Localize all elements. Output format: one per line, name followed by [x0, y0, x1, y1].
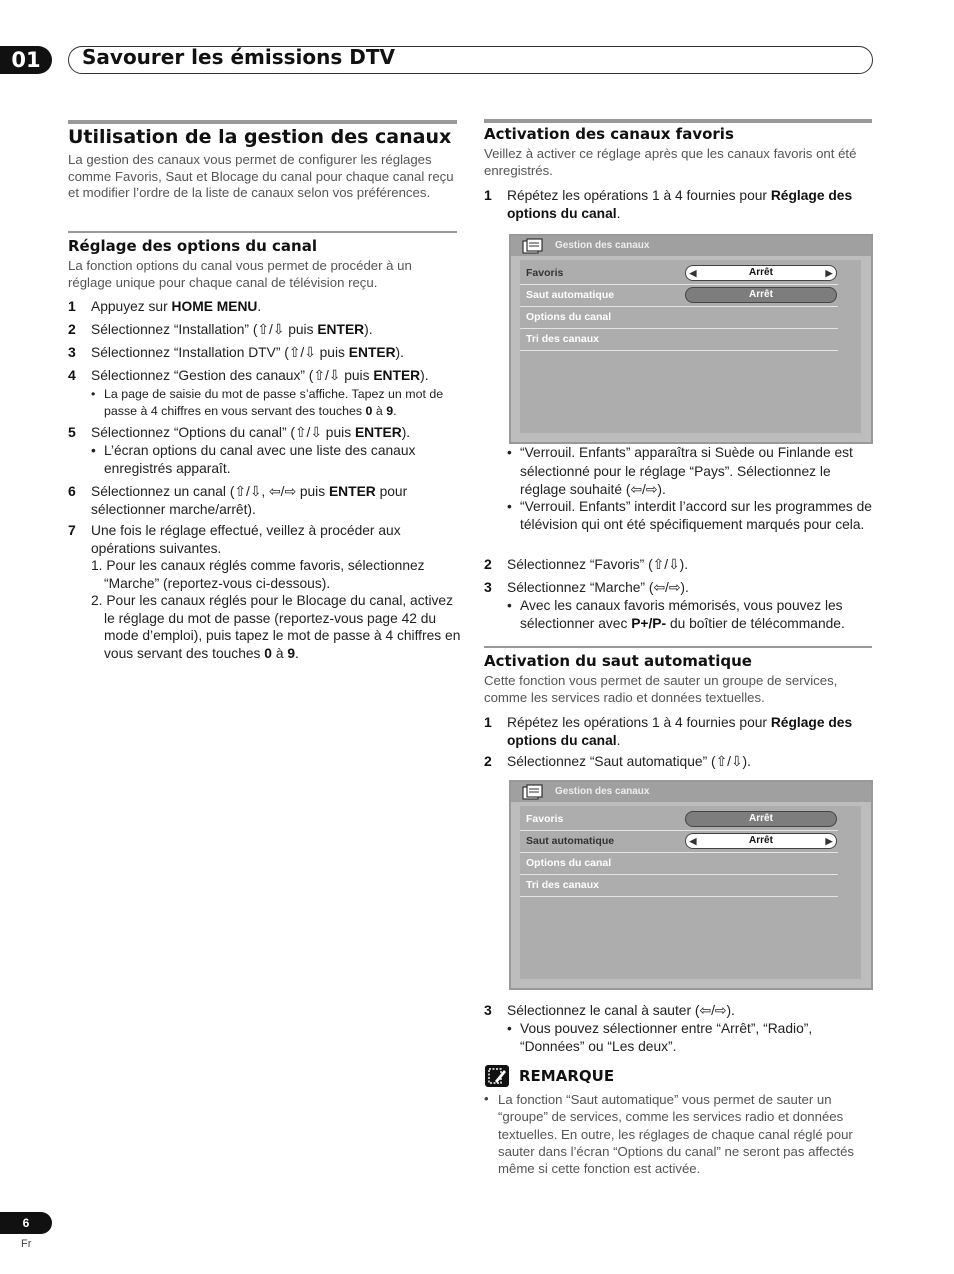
section-intro: La gestion des canaux vous permet de configurer les réglages comme Favoris, Saut et Blocage du canal pour chaque canal reçu et modifier l’ordre de la liste de canaux selon vos préférences. [68, 152, 454, 200]
screen-title: Gestion des canaux [555, 786, 650, 797]
step-number: 3 [484, 1002, 492, 1018]
value-display: Arrêt [685, 287, 837, 303]
value-display: Arrêt [685, 811, 837, 827]
bullet-dot: • [484, 1091, 489, 1106]
screen-body [520, 806, 861, 979]
step-number: 1 [484, 187, 492, 203]
note-icon [485, 1065, 509, 1087]
subsection-intro: Cette fonction vous permet de sauter un groupe de services, comme les services radio et données textuelles. [484, 673, 838, 705]
bullet-dot: • [507, 1021, 512, 1036]
arrow-left-icon[interactable]: ◀ [689, 268, 697, 278]
step-text: Sélectionnez “Installation” (⇧/⇩ puis ENTER). [91, 322, 373, 337]
subsection-intro: Veillez à activer ce réglage après que les canaux favoris ont été enregistrés. [484, 146, 857, 178]
step-number: 3 [484, 579, 492, 595]
menu-row-saut-automatique[interactable] [520, 831, 838, 853]
step-number: 3 [68, 344, 76, 360]
note-title: REMARQUE [519, 1067, 615, 1085]
step-text: Répétez les opérations 1 à 4 fournies pour Réglage des options du canal. [507, 188, 853, 221]
section-rule [68, 120, 457, 124]
menu-row-label: Favoris [526, 813, 564, 825]
menu-row-favoris[interactable] [520, 809, 838, 831]
step-text: Sélectionnez un canal (⇧/⇩, ⇦/⇨ puis ENTER pour sélectionner marche/arrêt). [91, 484, 408, 517]
bullet-text: “Verrouil. Enfants” apparaîtra si Suède ou Finlande est sélectionné pour le réglage “Pays”. Sélectionnez le réglage souhaité (⇦/⇨). [520, 445, 853, 497]
chapter-title: Savourer les émissions DTV [82, 45, 395, 69]
menu-row-saut-automatique[interactable] [520, 285, 838, 307]
menu-row-label: Tri des canaux [526, 879, 599, 891]
bullet-text: “Verrouil. Enfants” interdit l’accord sur les programmes de télévision qui ont été spécifiquement marqués pour cela. [520, 499, 872, 532]
subsection-rule [484, 646, 872, 648]
step-number: 2 [484, 556, 492, 572]
step-text: Une fois le réglage effectué, veillez à procéder aux opérations suivantes. [91, 523, 401, 556]
arrow-left-icon[interactable]: ◀ [689, 836, 697, 846]
menu-row-label: Tri des canaux [526, 333, 599, 345]
menu-row-label: Saut automatique [526, 289, 615, 301]
menu-row-tri-des-canaux[interactable] [520, 875, 838, 897]
step-number: 6 [68, 483, 76, 499]
document-icon [521, 784, 545, 802]
step-number: 2 [68, 321, 76, 337]
step-text: Sélectionnez “Gestion des canaux” (⇧/⇩ puis ENTER). [91, 368, 429, 383]
page-number: 6 [0, 1212, 52, 1234]
subsection-rule [68, 231, 457, 233]
step-number: 1 [484, 714, 492, 730]
bullet-text: Avec les canaux favoris mémorisés, vous pouvez les sélectionner avec P+/P- du boîtier de télécommande. [520, 598, 845, 631]
step-text: Sélectionnez “Options du canal” (⇧/⇩ puis ENTER). [91, 425, 411, 440]
section-title: Utilisation de la gestion des canaux [68, 126, 452, 148]
step-text: Sélectionnez “Saut automatique” (⇧/⇩). [507, 754, 751, 769]
bullet-dot: • [91, 443, 96, 458]
step-number: 1 [68, 298, 76, 314]
menu-row-options-du-canal[interactable] [520, 853, 838, 875]
step-number: 2 [484, 753, 492, 769]
step-text: Appuyez sur HOME MENU. [91, 299, 262, 314]
menu-row-label: Saut automatique [526, 835, 615, 847]
screen-title: Gestion des canaux [555, 240, 650, 251]
value-selector[interactable]: ◀ Arrêt ▶ [685, 833, 837, 849]
bullet-dot: • [507, 598, 512, 613]
value-selector[interactable]: ◀ Arrêt ▶ [685, 265, 837, 281]
step-sub-item: 1. Pour les canaux réglés comme favoris, sélectionnez “Marche” (reportez-vous ci-dessous). [91, 558, 425, 591]
step-sub-item: 2. Pour les canaux réglés pour le Blocage du canal, activez le réglage du mot de passe (reportez-vous page 42 du mode d’emploi), puis tapez le mot de passe à 4 chiffres en vous servant des touches 0 à 9. [91, 593, 461, 661]
channel-management-screen [509, 780, 873, 990]
menu-row-label: Favoris [526, 267, 564, 279]
step-text: Sélectionnez le canal à sauter (⇦/⇨). [507, 1003, 735, 1018]
language-code: Fr [21, 1238, 32, 1250]
channel-management-screen [509, 234, 873, 444]
menu-row-label: Options du canal [526, 311, 612, 323]
step-note: L’écran options du canal avec une liste des canaux enregistrés apparaît. [104, 443, 416, 476]
menu-row-options-du-canal[interactable] [520, 307, 838, 329]
step-text: Répétez les opérations 1 à 4 fournies pour Réglage des options du canal. [507, 715, 853, 748]
screen-body [520, 260, 861, 433]
arrow-right-icon[interactable]: ▶ [825, 836, 833, 846]
bullet-dot: • [507, 499, 512, 514]
step-number: 4 [68, 367, 76, 383]
step-text: Sélectionnez “Favoris” (⇧/⇩). [507, 557, 689, 572]
bullet-text: Vous pouvez sélectionner entre “Arrêt”, “Radio”, “Données” ou “Les deux”. [520, 1021, 813, 1054]
note-text: La fonction “Saut automatique” vous permet de sauter un “groupe” de services, comme les services radio et données textuelles. En outre, les réglages de chaque canal réglé pour sauter dans l’écran “Options du canal” ne seront pas affectés même si cette fonction est activée. [498, 1092, 855, 1177]
step-note: La page de saisie du mot de passe s’affiche. Tapez un mot de passe à 4 chiffres en vous servant des touches 0 à 9. [104, 387, 444, 418]
arrow-right-icon[interactable]: ▶ [825, 268, 833, 278]
subsection-rule [484, 119, 872, 123]
step-text: Sélectionnez “Marche” (⇦/⇨). [507, 580, 689, 595]
menu-row-label: Options du canal [526, 857, 612, 869]
step-number: 7 [68, 522, 76, 538]
subsection-intro: La fonction options du canal vous permet de procéder à un réglage unique pour chaque canal de télévision reçu. [68, 258, 412, 290]
chapter-number-badge: 01 [0, 46, 52, 74]
menu-row-tri-des-canaux[interactable] [520, 329, 838, 351]
subsection-title: Activation du saut automatique [484, 652, 752, 670]
step-number: 5 [68, 424, 76, 440]
subsection-title: Réglage des options du canal [68, 237, 318, 255]
bullet-dot: • [91, 387, 96, 401]
subsection-title: Activation des canaux favoris [484, 125, 734, 143]
bullet-dot: • [507, 445, 512, 460]
document-icon [521, 238, 545, 256]
step-text: Sélectionnez “Installation DTV” (⇧/⇩ puis ENTER). [91, 345, 404, 360]
menu-row-favoris[interactable] [520, 263, 838, 285]
